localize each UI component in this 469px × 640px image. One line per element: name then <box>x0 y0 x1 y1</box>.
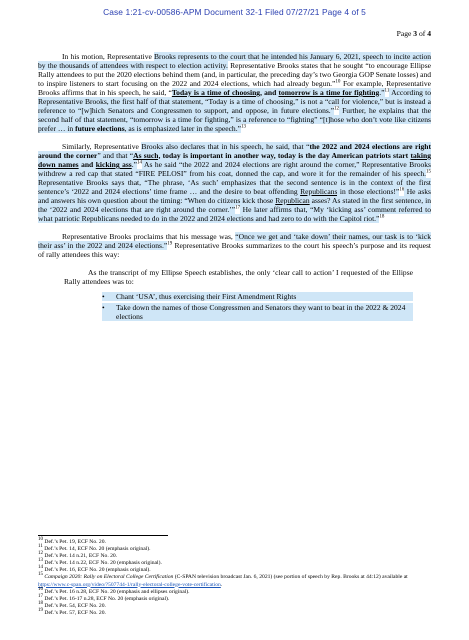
footnote-15-title: Campaign 2020: Rally on Electoral College Certification <box>44 574 174 581</box>
quote-bullet-item: • Take down the names of those Congressmen and Senators they want to beat in the 2022 & 2024 elections <box>102 303 413 321</box>
quote-bullet-item: • Chant ‘USA’, thus exercising their First Amendment Rights <box>102 292 413 301</box>
footnote-13: 13 Def.’s Pet. 14 n.22, ECF No. 20 (emphasis original). <box>38 558 162 567</box>
footnote-ref-13[interactable]: 13 <box>240 124 246 130</box>
quote-text: As the transcript of my Ellipse Speech establishes, the only ‘clear call to action’ I requested of the Ellipse Rally attendees was to: <box>64 268 413 286</box>
paragraph-proclaims: Representative Brooks proclaims that his message was, “Once we get and ‘take down’ their names, our task is to ‘kick their ass’ in the 2022 and 2024 elections.”$^{19}$ Representative Brooks summarizes to the court his speech’s purpose and its request of rally attendees this way: <box>38 232 431 259</box>
document-body <box>38 52 431 323</box>
footnote-15: 15 Campaign 2020: Rally on Electoral College Certification (C-SPAN television broadcast Jan. 6, 2021) (see portion of speech by Rep. Brooks at 44:12) available at https://www.c-span.org/video/?507744-1/rally-electoral-college-vote-certification. <box>38 572 408 588</box>
paragraph-motion: In his motion, Representative Brooks represents to the court that he intended his January 6, 2021, speech to incite action by the thousands of attendees with respect to election activity. Representative Brooks states that he sought “to encourage Ellipse Rally attendees to put the 2020 elections behind them (and, in particular, the preceding day’s two Georgia GOP Senate losses) and to inspire listeners to start focusing on the 2022 and 2024 elections, which had already begun.”$^{10}$ For example, Representative Brooks affirms that in his speech, he said, “Today is a time of choosing, and tomorrow is a time for fighting.”$^{11}$ According to Representative Brooks, the first half of that statement, “Today is a time of choosing,” is not a “call for violence,” but is instead a reference to “[w]hich Senators and Congressmen to support, and oppose, in future elections.”$^{12}$ Further, he explains that the second half of that statement, “tomorrow is a time for fighting,” is a reference to “fighting” “[t]hose who don’t vote like citizens prefer … in future elections, as is emphasized later in the speech.”$^{13}$ <box>38 52 431 133</box>
footnote-divider <box>38 535 168 536</box>
footnote-14: 14 Def.’s Pet. 16, ECF No. 20 (emphasis original). <box>38 565 151 574</box>
block-quote <box>64 268 413 321</box>
footnote-ref-10[interactable]: 10 <box>335 79 341 85</box>
footnote-17: 17 Def.’s Pet. 16-17 n.28, ECF No. 20 (emphasis original). <box>38 593 170 602</box>
footnote-18: 18 Def.’s Pet. 54, ECF No. 20. <box>38 600 106 609</box>
footnote-12: 12 Def.’s Pet. 14 n.21, ECF No. 20. <box>38 551 118 560</box>
footnotes <box>38 539 431 617</box>
footnote-11: 11 Def.’s Pet. 14, ECF No. 20 (emphasis original). <box>38 544 151 553</box>
ecf-header-stamp: Case 1:21-cv-00586-APM Document 32-1 Filed 07/27/21 Page 4 of 5 <box>103 7 366 17</box>
footnote-ref-18[interactable]: 18 <box>379 214 385 220</box>
footnote-10: 10 Def.’s Pet. 19, ECF No. 20. <box>38 537 106 545</box>
page-current: 3 <box>413 29 418 38</box>
footnote-ref-11[interactable]: 11 <box>384 88 390 94</box>
paragraph-declares: Similarly, Representative Brooks also declares that in his speech, he said, that “the 2022 and 2024 elections are right around the corner” and that “As such, today is important in another way, today is the day American patriots start taking down names and kicking ass.”$^{14}$ As he said “the 2022 and 2024 elections are right around the corner,” Representative Brooks withdrew a red cap that stated “FIRE PELOSI” from his coat, donned the cap, and wore it for the remainder of his speech.$^{15}$ Representative Brooks says that, “The phrase, ‘As such’ emphasizes that the second sentence is in the context of the first sentence’s ‘2022 and 2024 elections’ time frame … and the desire to beat offending Republicans in those elections!”$^{16}$ He asks and answers his own question about the timing: “When do citizens kick those Republican asses? As stated in the first sentence, in the ‘2022 and 2024 elections that are right around the corner.’”$^{17}$ He later affirms that, “My ‘kicking ass’ comment referred to what patriotic Republicans needed to do in the 2022 and 2024 elections and had zero to do with the Capitol riot.”$^{18}$ <box>38 142 432 223</box>
page-number: Page 3 of 4 <box>396 29 431 38</box>
cspan-video-link[interactable]: https://www.c-span.org/video/?507744-1/rally-electoral-college-vote-certification <box>38 581 221 588</box>
footnote-ref-19[interactable]: 19 <box>167 241 173 247</box>
footnote-ref-15[interactable]: 15 <box>426 169 431 175</box>
quote-bullet-list <box>102 292 413 321</box>
footnote-ref-17[interactable]: 17 <box>235 205 241 211</box>
footnote-ref-16[interactable]: 16 <box>399 187 405 193</box>
footnote-16: 16 Def.’s Pet. 16 n.28, ECF No. 20 (emphasis and ellipses original). <box>38 586 190 595</box>
footnote-ref-12[interactable]: 12 <box>334 106 340 112</box>
footnote-19: 19 Def.’s Pet. 57, ECF No. 20. <box>38 608 106 616</box>
footnote-ref-14[interactable]: 14 <box>136 160 142 166</box>
page-total: 4 <box>427 29 431 38</box>
